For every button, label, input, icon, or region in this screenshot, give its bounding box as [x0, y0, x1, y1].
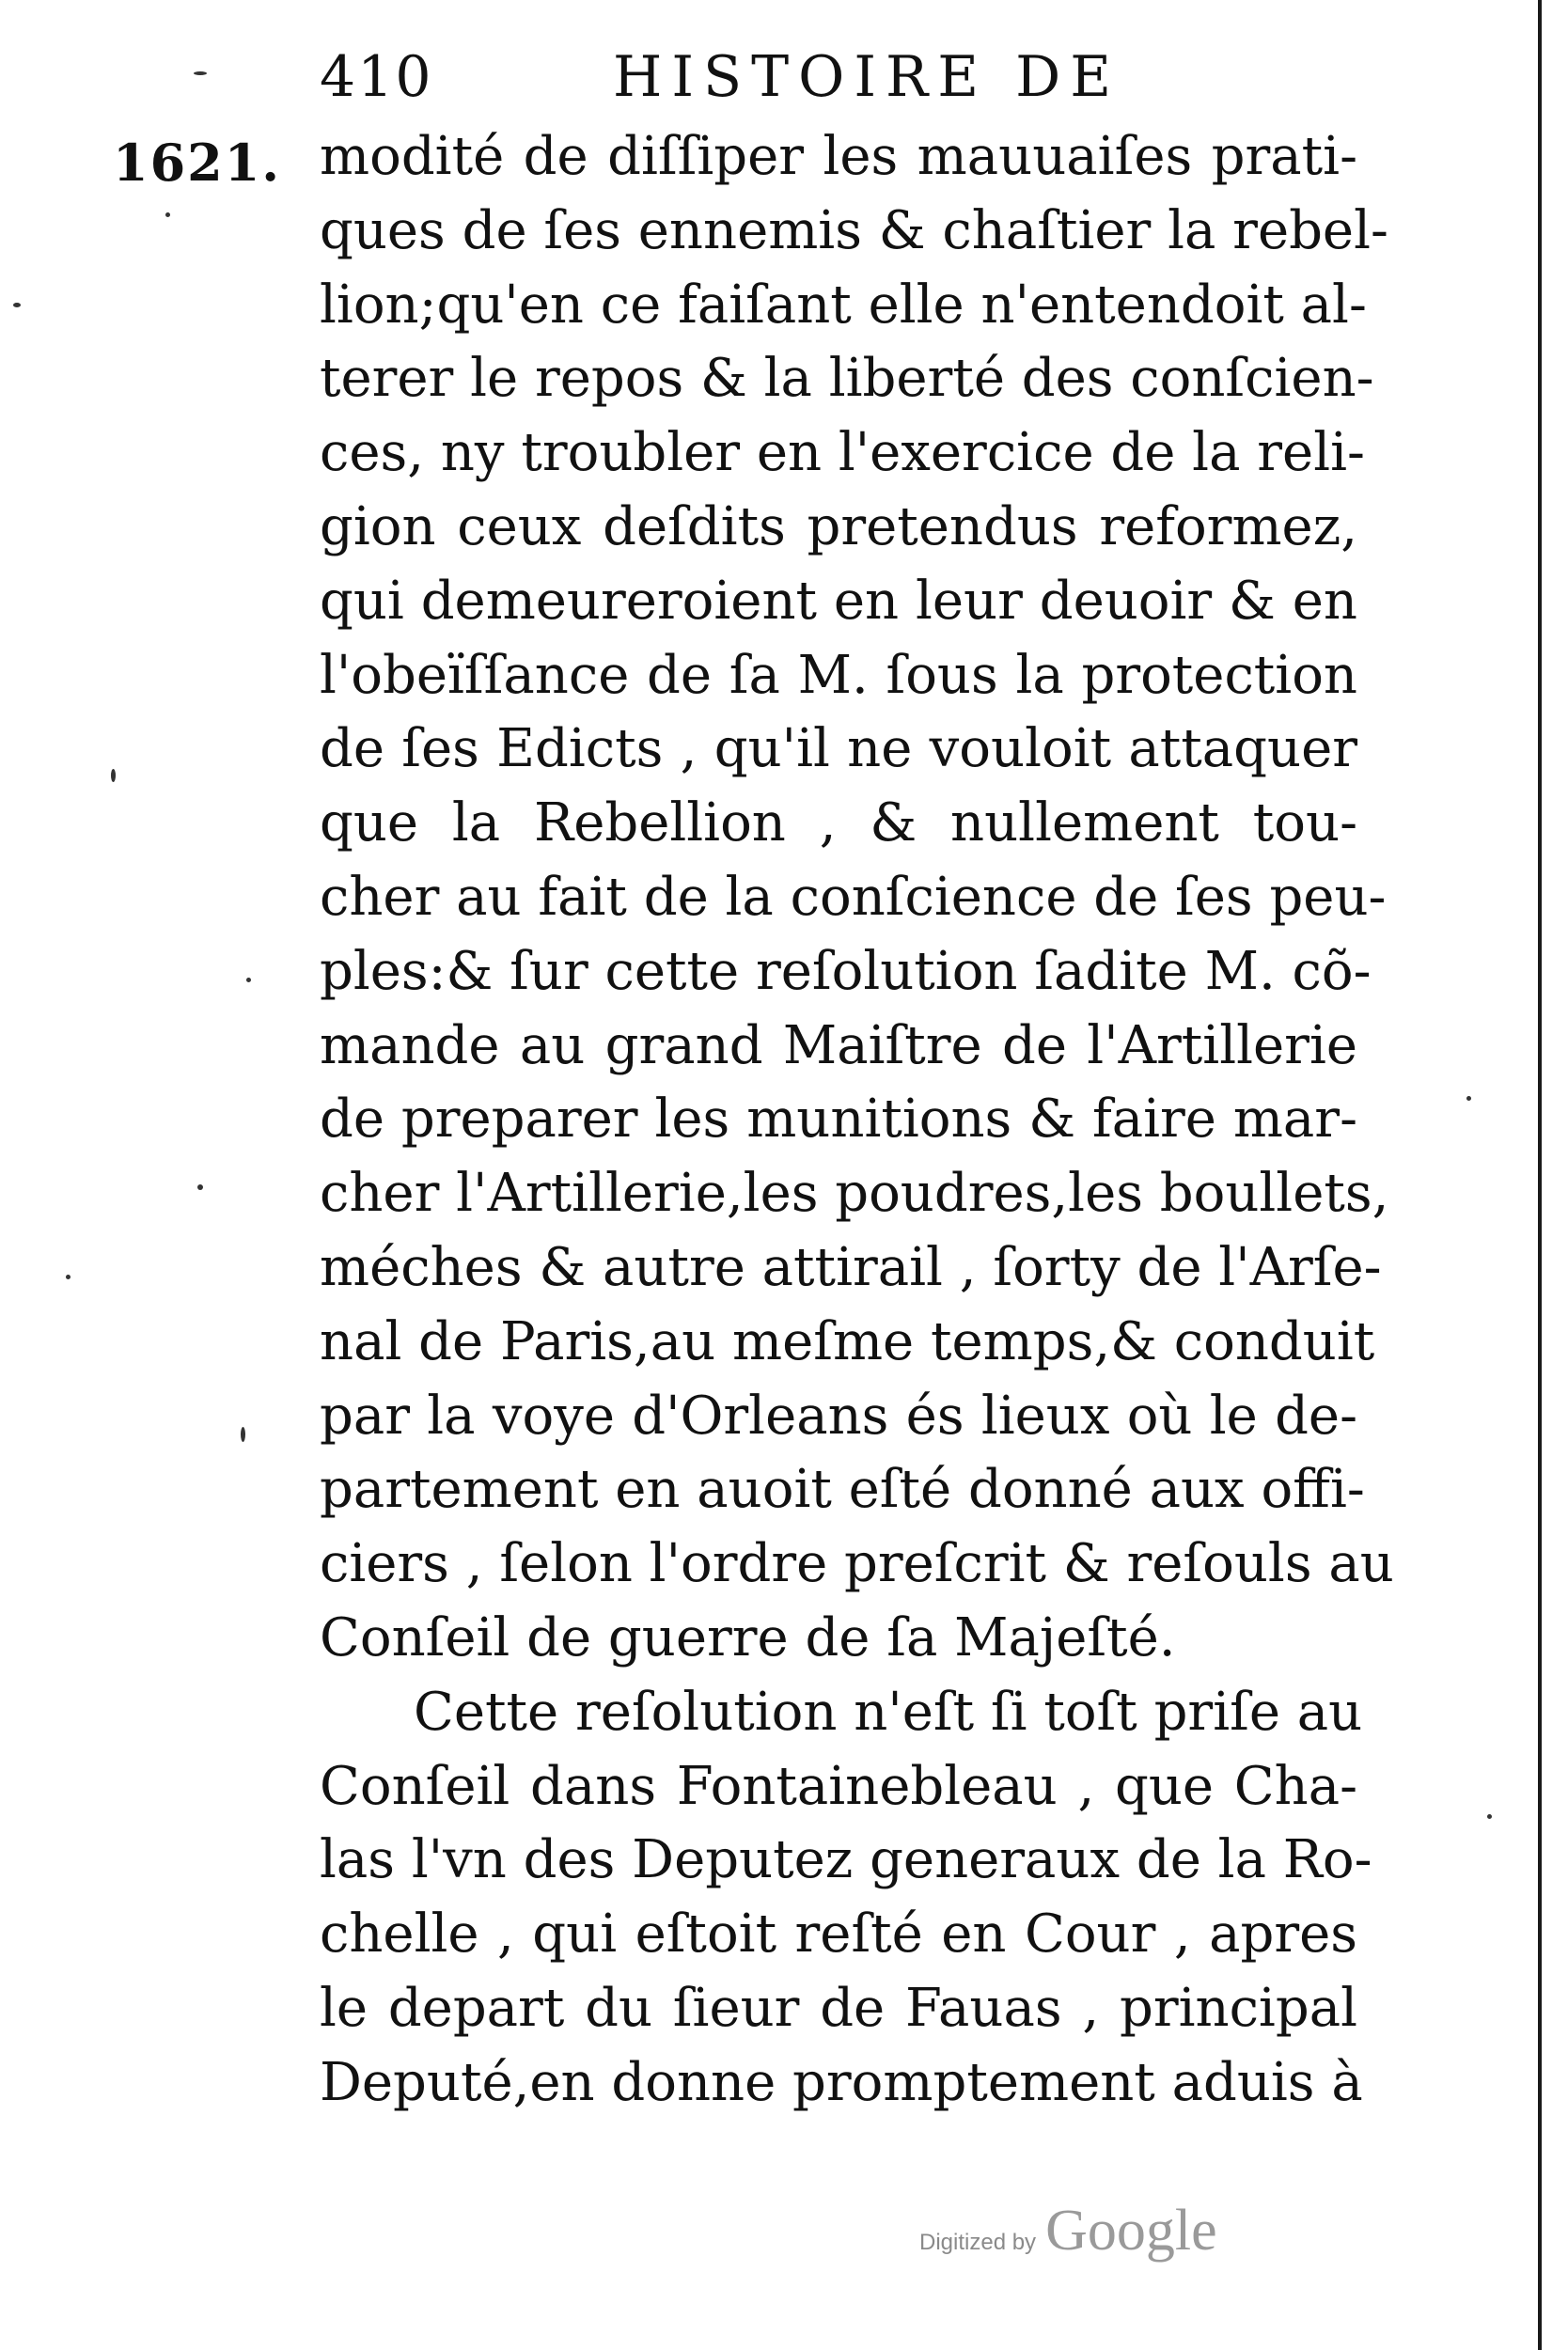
text-line: de ſes Edicts , qu'il ne vouloit attaquer: [320, 718, 1357, 780]
digitization-watermark: [919, 2198, 1217, 2264]
print-speck: [13, 303, 21, 307]
print-speck: [111, 769, 116, 782]
text-line: terer le repos & la liberté des conſcien-: [320, 348, 1374, 410]
text-line: qui demeureroient en leur deuoir & en: [320, 570, 1357, 632]
text-line: nal de Paris,au meſme temps,& conduit: [320, 1310, 1375, 1372]
text-line: las l'vn des Deputez generaux de la Ro-: [320, 1829, 1372, 1891]
text-line: mande au grand Maiſtre de l'Artillerie: [320, 1014, 1357, 1076]
text-line: chelle , qui eſtoit reſté en Cour , apres: [320, 1904, 1357, 1966]
text-line: partement en auoit eſté donné aux offi-: [320, 1459, 1365, 1521]
print-speck: [241, 1427, 245, 1442]
watermark-prefix: Digitized by: [919, 2230, 1037, 2255]
margin-year: 1621.: [113, 133, 282, 193]
print-speck: [1466, 1096, 1471, 1101]
text-line: ces, ny troubler en l'exercice de la reli-: [320, 422, 1365, 484]
paragraph-first-line: Cette reſolution n'eſt ſi toſt priſe au: [414, 1681, 1363, 1743]
text-line: cher au fait de la conſcience de ſes peu-: [320, 866, 1387, 928]
page-number: 410: [320, 44, 433, 110]
text-line: méches & autre attirail , ſorty de l'Arſe-: [320, 1236, 1382, 1298]
print-speck: [1487, 1814, 1492, 1819]
text-line: par la voye d'Orleans és lieux où le de-: [320, 1385, 1357, 1447]
running-head: HISTOIRE DE: [613, 44, 1121, 110]
print-speck: [66, 1275, 71, 1279]
text-line: Conſeil de guerre de ſa Majeſté.: [320, 1606, 1176, 1668]
text-line: gion ceux deſdits pretendus reformez,: [320, 495, 1357, 557]
print-speck: [194, 71, 207, 75]
text-line: le depart du ſieur de Fauas , principal: [320, 1977, 1357, 2039]
text-line: cher l'Artillerie,les poudres,les boullets,: [320, 1163, 1389, 1225]
text-line: l'obeïſſance de ſa M. ſous la protection: [320, 644, 1357, 706]
text-line: que la Rebellion , & nullement tou-: [320, 792, 1357, 854]
text-line: modité de diſſiper les mauuaiſes prati-: [320, 126, 1357, 187]
text-line: Deputé,en donne promptement aduis à: [320, 2051, 1363, 2113]
print-speck: [165, 212, 170, 217]
print-speck: [197, 1184, 203, 1190]
text-line: lion;qu'en ce faiſant elle n'entendoit al-: [320, 274, 1367, 336]
text-line: ciers , ſelon l'ordre preſcrit & reſouls au: [320, 1533, 1394, 1595]
text-line: ples:& ſur cette reſolution ſadite M. cõ-: [320, 940, 1372, 1002]
page-edge-line: [1538, 0, 1542, 2350]
watermark-brand: Google: [1045, 2199, 1217, 2263]
text-line: de preparer les munitions & faire mar-: [320, 1089, 1357, 1151]
text-line: Conſeil dans Fontainebleau , que Cha-: [320, 1755, 1357, 1817]
body-text: [320, 120, 1394, 2121]
text-line: ques de ſes ennemis & chaſtier la rebel-: [320, 199, 1388, 261]
print-speck: [246, 978, 251, 982]
